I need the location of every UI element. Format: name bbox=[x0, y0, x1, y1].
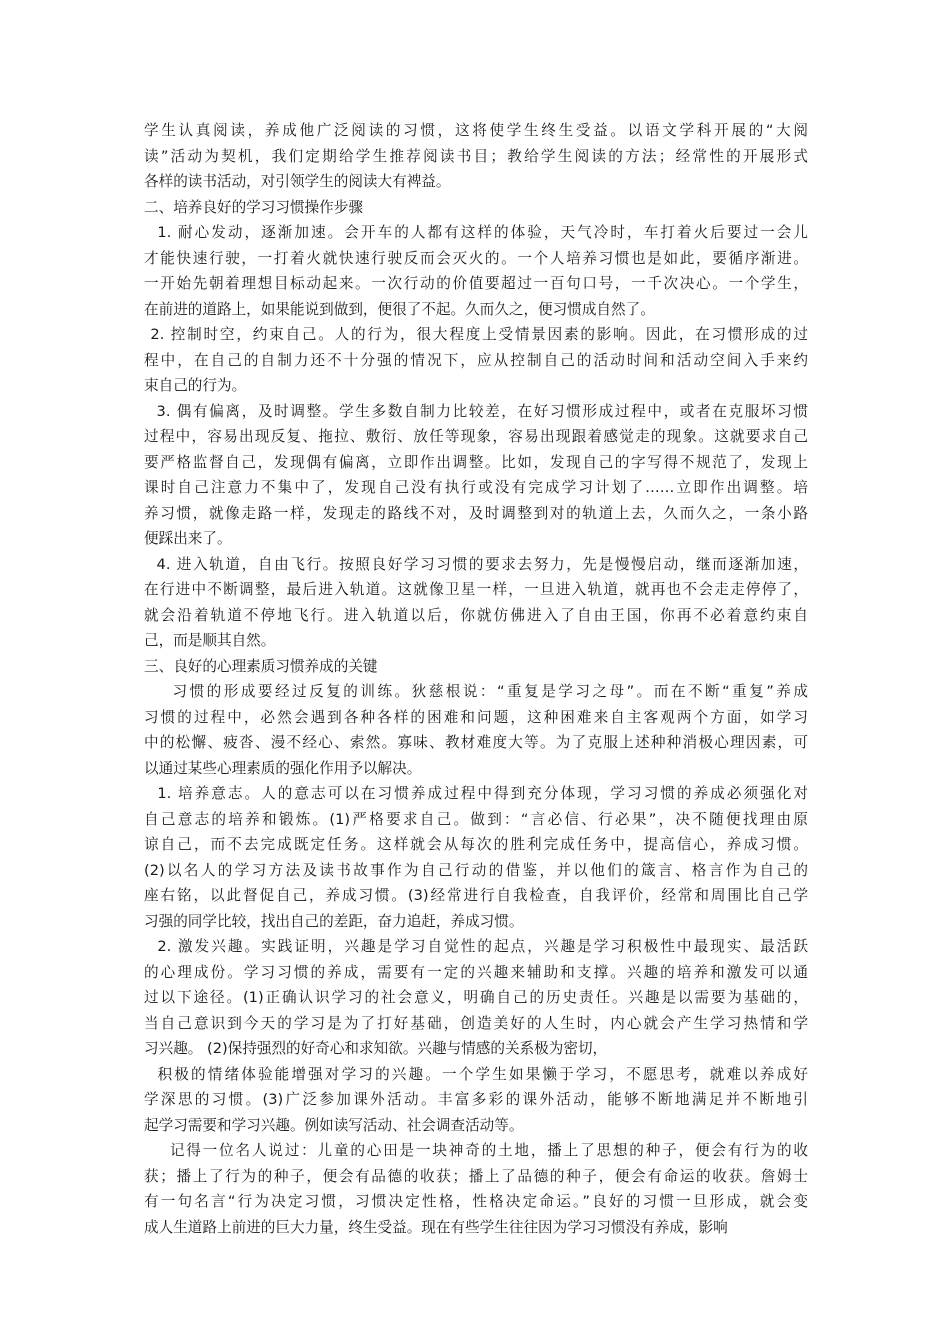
text-line: 4. 进入轨道，自由飞行。按照良好学习习惯的要求去努力，先是慢慢启动，继而逐渐加速， bbox=[144, 555, 808, 573]
paragraph bbox=[144, 118, 808, 195]
text-line: 便踩出来了。 bbox=[144, 530, 232, 547]
text-line: 过程中，容易出现反复、拖拉、敷衍、放任等现象，容易出现跟着感觉走的现象。这就要求自己 bbox=[144, 428, 808, 445]
text-line: 以通过某些心理素质的强化作用予以解决。 bbox=[144, 759, 422, 777]
text-line: 过以下途径。(1)正确认识学习的社会意义，明确自己的历史责任。兴趣是以需要为基础的， bbox=[144, 989, 808, 1006]
text-line: 自己意志的培养和锻炼。(1)严格要求自己。做到：“言必信、行必果”，决不随便找理由原 bbox=[144, 810, 808, 828]
paragraph bbox=[144, 322, 808, 399]
paragraph bbox=[144, 552, 808, 654]
text-line: 3. 偶有偏离，及时调整。学生多数自制力比较差，在好习惯形成过程中，或者在克服坏习惯 bbox=[144, 402, 808, 420]
text-line: 1. 培养意志。人的意志可以在习惯养成过程中得到充分体现，学习习惯的养成必须强化对 bbox=[144, 785, 808, 802]
paragraph bbox=[144, 1062, 808, 1139]
text-line: 习惯的形成要经过反复的训练。狄慈根说：“重复是学习之母”。而在不断“重复”养成 bbox=[144, 683, 808, 700]
text-line: 读”活动为契机，我们定期给学生推荐阅读书目；教给学生阅读的方法；经常性的开展形式 bbox=[144, 147, 808, 165]
text-line: 课时自己注意力不集中了，发现自己没有执行或没有完成学习计划了……立即作出调整。培 bbox=[144, 479, 808, 496]
text-line: 三、良好的心理素质习惯养成的关键 bbox=[144, 657, 378, 675]
text-line: 有一句名言“行为决定习惯，习惯决定性格，性格决定命运。”良好的习惯一旦形成，就会变 bbox=[144, 1193, 808, 1210]
text-line: 起学习需要和学习兴趣。例如读写活动、社会调查活动等。 bbox=[144, 1116, 524, 1134]
text-line: 养习惯，就像走路一样，发现走的路线不对，及时调整到对的轨道上去，久而久之，一条小路 bbox=[144, 504, 808, 522]
text-line: (2)以名人的学习方法及读书故事作为自己行动的借鉴，并以他们的箴言、格言作为自己的 bbox=[144, 861, 808, 879]
paragraph bbox=[144, 934, 808, 1062]
text-line: 获；播上了行为的种子，便会有品德的收获；播上了品德的种子，便会有命运的收获。詹姆士 bbox=[144, 1167, 808, 1185]
paragraph bbox=[144, 220, 808, 322]
text-line: 各样的读书活动，对引领学生的阅读大有裨益。 bbox=[144, 173, 451, 190]
document-page bbox=[144, 118, 808, 1240]
text-line: 1. 耐心发动，逐渐加速。会开车的人都有这样的体验，天气冷时，车打着火后要过一会儿 bbox=[144, 224, 808, 241]
text-line: 习强的同学比较，找出自己的差距，奋力追赶，养成习惯。 bbox=[144, 912, 524, 930]
text-line: 2. 激发兴趣。实践证明，兴趣是学习自觉性的起点，兴趣是学习积极性中最现实、最活跃 bbox=[144, 938, 808, 955]
paragraph bbox=[144, 679, 808, 781]
text-line: 谅自己，而不去完成既定任务。这样就会从每次的胜利完成任务中，提高信心，养成习惯。 bbox=[144, 836, 808, 853]
paragraph bbox=[144, 1138, 808, 1240]
text-line: 才能快速行驶，一打着火就快速行驶反而会灭火的。一个人培养习惯也是如此，要循序渐进。 bbox=[144, 249, 808, 267]
text-line: 的心理成份。学习习惯的养成，需要有一定的兴趣来辅助和支撑。兴趣的培养和激发可以通 bbox=[144, 963, 808, 981]
text-line: 学深思的习惯。(3)广泛参加课外活动。丰富多彩的课外活动，能够不断地满足并不断地引 bbox=[144, 1091, 808, 1108]
section-heading bbox=[144, 195, 808, 221]
paragraph bbox=[144, 781, 808, 934]
text-line: 习兴趣。 (2)保持强烈的好奇心和求知欲。兴趣与情感的关系极为密切， bbox=[144, 1040, 608, 1057]
text-line: 就会沿着轨道不停地飞行。进入轨道以后，你就仿佛进入了自由王国，你再不必着意约束自 bbox=[144, 606, 808, 624]
text-line: 成人生道路上前进的巨大力量，终生受益。现在有些学生往往因为学习习惯没有养成，影响 bbox=[144, 1218, 728, 1236]
text-line: 要严格监督自己，发现偶有偏离，立即作出调整。比如，发现自己的字写得不规范了，发现上 bbox=[144, 453, 808, 471]
text-line: 束自己的行为。 bbox=[144, 377, 247, 394]
text-line: 记得一位名人说过：儿童的心田是一块神奇的土地，播上了思想的种子，便会有行为的收 bbox=[144, 1142, 808, 1159]
text-line: 在前进的道路上，如果能说到做到，便很了不起。久而久之，便习惯成自然了。 bbox=[144, 300, 655, 318]
text-line: 学生认真阅读，养成他广泛阅读的习惯，这将使学生终生受益。以语文学科开展的“大阅 bbox=[144, 122, 808, 139]
section-heading bbox=[144, 654, 808, 680]
text-line: 中的松懈、疲沓、漫不经心、索然。寡味、教材难度大等。为了克服上述种种消极心理因素，可 bbox=[144, 734, 808, 751]
text-line: 程中，在自己的自制力还不十分强的情况下，应从控制自己的活动时间和活动空间入手来约 bbox=[144, 351, 808, 369]
text-line: 在行进中不断调整，最后进入轨道。这就像卫星一样，一旦进入轨道，就再也不会走走停停了， bbox=[144, 581, 808, 598]
text-line: 习惯的过程中，必然会遇到各种各样的困难和问题，这种困难来自主客观两个方面，如学习 bbox=[144, 708, 808, 726]
text-line: 2. 控制时空，约束自己。人的行为，很大程度上受情景因素的影响。因此，在习惯形成的过 bbox=[144, 326, 808, 343]
text-line: 当自己意识到今天的学习是为了打好基础，创造美好的人生时，内心就会产生学习热情和学 bbox=[144, 1014, 808, 1032]
text-line: 己，而是顺其自然。 bbox=[144, 632, 276, 649]
text-line: 积极的情绪体验能增强对学习的兴趣。一个学生如果懒于学习，不愿思考，就难以养成好 bbox=[144, 1065, 808, 1083]
text-line: 二、培养良好的学习习惯操作步骤 bbox=[144, 198, 363, 216]
text-line: 座右铭，以此督促自己，养成习惯。(3)经常进行自我检查，自我评价，经常和周围比自己学 bbox=[144, 887, 808, 904]
text-line: 一开始先朝着理想目标动起来。一次行动的价值要超过一百句口号，一千次决心。一个学生， bbox=[144, 275, 808, 292]
paragraph bbox=[144, 399, 808, 552]
